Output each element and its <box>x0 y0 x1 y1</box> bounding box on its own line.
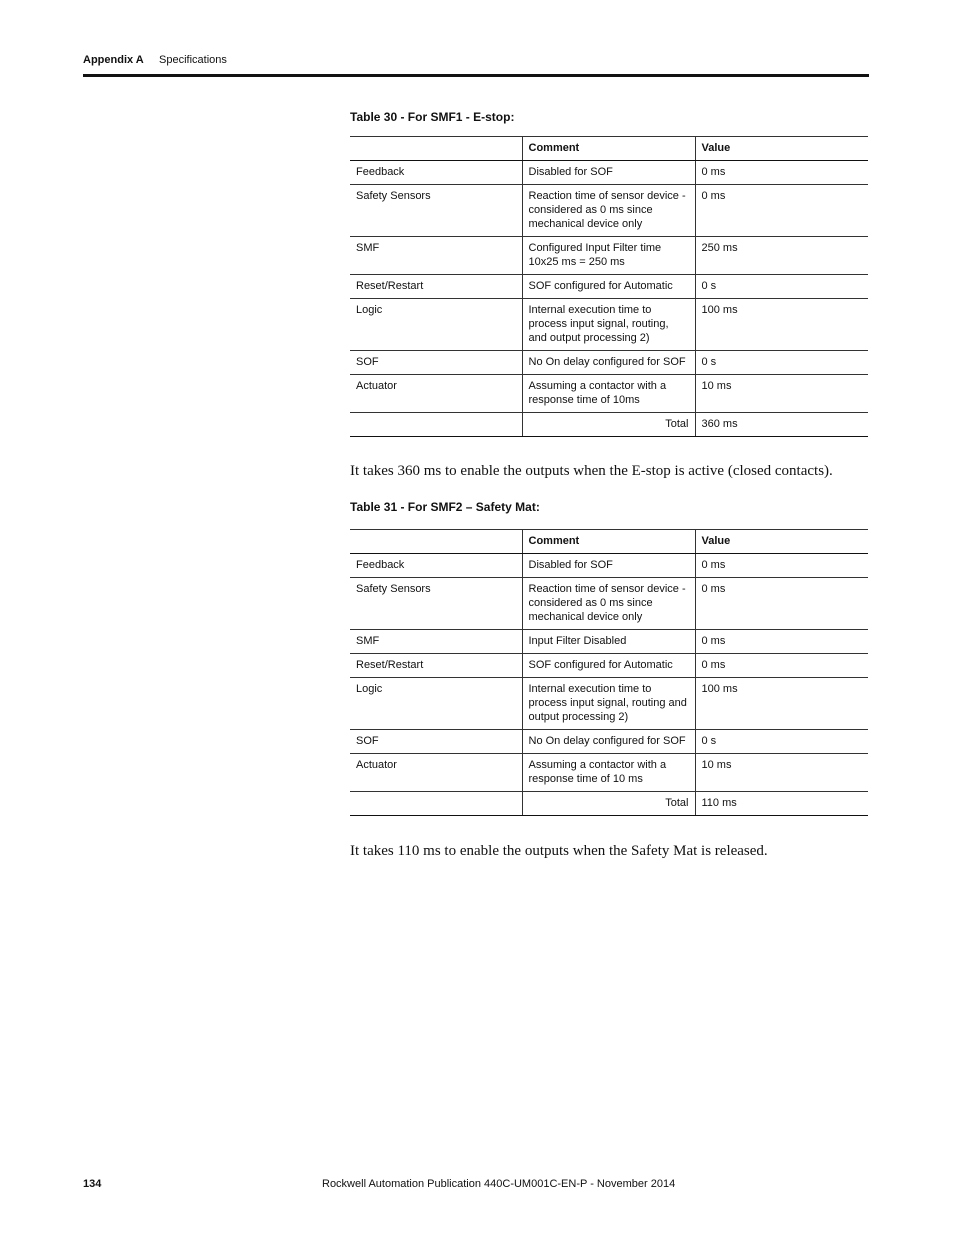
row-item: Safety Sensors <box>350 185 522 237</box>
row-item: Reset/Restart <box>350 654 522 678</box>
table2-summary: It takes 110 ms to enable the outputs when the Safety Mat is released. <box>350 843 768 859</box>
row-value: 0 ms <box>695 554 868 578</box>
table-row <box>350 678 868 730</box>
table-row <box>350 275 868 299</box>
total-empty-cell <box>350 792 522 816</box>
header-rule <box>83 74 869 77</box>
table-header-row <box>350 530 868 554</box>
row-value: 0 s <box>695 730 868 754</box>
row-item: Feedback <box>350 161 522 185</box>
total-value: 360 ms <box>695 413 868 437</box>
row-item: Reset/Restart <box>350 275 522 299</box>
row-value: 0 s <box>695 351 868 375</box>
row-comment: Reaction time of sensor device - considered as 0 ms since mechanical device only <box>522 185 695 237</box>
row-value: 0 ms <box>695 654 868 678</box>
total-value: 110 ms <box>695 792 868 816</box>
row-item: Actuator <box>350 375 522 413</box>
row-item: Logic <box>350 678 522 730</box>
row-comment: Internal execution time to process input signal, routing, and output processing 2) <box>522 299 695 351</box>
row-comment: No On delay configured for SOF <box>522 351 695 375</box>
row-value: 0 ms <box>695 578 868 630</box>
row-item: Logic <box>350 299 522 351</box>
row-item: Actuator <box>350 754 522 792</box>
table-row <box>350 754 868 792</box>
row-comment: Reaction time of sensor device - considered as 0 ms since mechanical device only <box>522 578 695 630</box>
row-item: Feedback <box>350 554 522 578</box>
publication-info: Rockwell Automation Publication 440C-UM001C-EN-P - November 2014 <box>322 1178 676 1190</box>
row-value: 100 ms <box>695 678 868 730</box>
table-row <box>350 299 868 351</box>
column-header-comment: Comment <box>522 137 695 161</box>
row-value: 0 ms <box>695 161 868 185</box>
row-comment: Assuming a contactor with a response time of 10 ms <box>522 754 695 792</box>
row-value: 0 s <box>695 275 868 299</box>
column-header-item <box>350 137 522 161</box>
section-label: Specifications <box>159 54 227 66</box>
page-number: 134 <box>83 1178 102 1190</box>
table1 <box>350 136 868 437</box>
row-value: 0 ms <box>695 185 868 237</box>
row-comment: Disabled for SOF <box>522 554 695 578</box>
table-row <box>350 185 868 237</box>
column-header-item <box>350 530 522 554</box>
row-comment: SOF configured for Automatic <box>522 275 695 299</box>
table-row <box>350 554 868 578</box>
table1-summary: It takes 360 ms to enable the outputs when the E-stop is active (closed contacts). <box>350 463 833 479</box>
row-comment: SOF configured for Automatic <box>522 654 695 678</box>
total-label: Total <box>522 413 695 437</box>
total-label: Total <box>522 792 695 816</box>
table-row <box>350 654 868 678</box>
row-item: Safety Sensors <box>350 578 522 630</box>
table-row <box>350 375 868 413</box>
row-value: 100 ms <box>695 299 868 351</box>
row-comment: Configured Input Filter time 10x25 ms = 250 ms <box>522 237 695 275</box>
table-row <box>350 630 868 654</box>
row-comment: No On delay configured for SOF <box>522 730 695 754</box>
table-header-row <box>350 137 868 161</box>
row-value: 10 ms <box>695 754 868 792</box>
table2-caption: Table 31 - For SMF2 – Safety Mat: <box>350 500 540 514</box>
table-row <box>350 237 868 275</box>
row-value: 0 ms <box>695 630 868 654</box>
total-empty-cell <box>350 413 522 437</box>
row-comment: Disabled for SOF <box>522 161 695 185</box>
row-item: SMF <box>350 237 522 275</box>
appendix-label: Appendix A <box>83 54 144 66</box>
row-comment: Assuming a contactor with a response time of 10ms <box>522 375 695 413</box>
row-comment: Input Filter Disabled <box>522 630 695 654</box>
total-row <box>350 413 868 437</box>
table-row <box>350 730 868 754</box>
table-row <box>350 578 868 630</box>
row-comment: Internal execution time to process input signal, routing and output processing 2) <box>522 678 695 730</box>
table1-caption: Table 30 - For SMF1 - E-stop: <box>350 110 515 124</box>
column-header-value: Value <box>695 530 868 554</box>
row-value: 250 ms <box>695 237 868 275</box>
row-item: SMF <box>350 630 522 654</box>
table-row <box>350 351 868 375</box>
column-header-comment: Comment <box>522 530 695 554</box>
page-header <box>83 54 227 66</box>
total-row <box>350 792 868 816</box>
row-item: SOF <box>350 351 522 375</box>
column-header-value: Value <box>695 137 868 161</box>
row-item: SOF <box>350 730 522 754</box>
row-value: 10 ms <box>695 375 868 413</box>
table-row <box>350 161 868 185</box>
table2 <box>350 529 868 816</box>
